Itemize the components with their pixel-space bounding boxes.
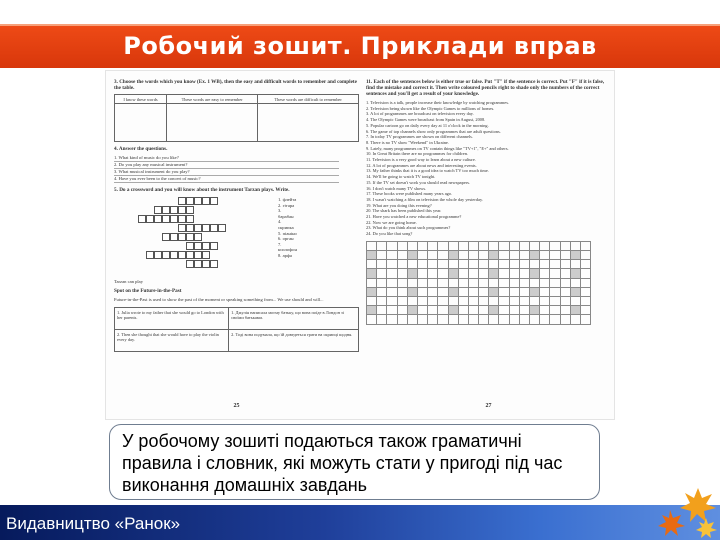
grid-cell	[367, 260, 377, 269]
grid-cell	[509, 297, 519, 306]
grid-cell	[519, 251, 529, 260]
grid-cell	[417, 297, 427, 306]
grid-cell	[570, 278, 580, 287]
grid-cell	[397, 306, 407, 315]
grid-cell	[448, 260, 458, 269]
grid-cell	[407, 278, 417, 287]
grid-cell	[367, 287, 377, 296]
grid-cell	[458, 251, 468, 260]
grid-cell	[377, 287, 387, 296]
grid-cell	[540, 315, 550, 324]
grid-cell	[540, 297, 550, 306]
grid-cell	[519, 306, 529, 315]
grid-cell	[509, 241, 519, 250]
grid-cell	[367, 251, 377, 260]
grid-cell	[367, 306, 377, 315]
grid-cell	[489, 287, 499, 296]
grid-cell	[458, 315, 468, 324]
grid-cell	[438, 269, 448, 278]
grid-cell	[428, 269, 438, 278]
words-table-col-1: I know these words	[115, 95, 167, 104]
words-table-col-3: These words are difficult to remember	[258, 95, 359, 104]
grid-cell	[489, 315, 499, 324]
sentence-list: 1. Television is a talk, people increase their knowledge by watching programmes. 2. Television being shown like the Olympic Games to millions of homes. 3. A lot of programmes are broadcast on television every day. 4. The Olympic Games were broadcast from Spain in August, 2008. 5. Popular cartoon go on daily every day at 11 o'clock in the morning. 6. The game of top channels show only programmes that are adult questions. 7. In today TV programmes are shown on different channels. 8. There is no TV show "Weekend" in Ukraine. 9. Lately, many programmes on TV contain things like "TV+1", "E+" and others. 10. In Great Britain there are no programmes for children. 11. Television is a very good way to learn about a new culture. 12. A lot of programmes are about news and interesting events. 13. My father thinks that it is a good idea to watch TV too much time. 14. We'll be going to watch TV tonight. 15. If the TV set doesn't work you should read newspapers. 16. I don't watch many TV shows. 17. These books were published many years ago. 18. I wasn't watching a film on television the whole day yesterday. 19. What are you doing this evening? 20. The shark has been published this year. 21. Have you watched a new educational programme? 22. Now we are going home. 23. What do you think about such programmes? 24. Do you like that song?	[366, 100, 509, 237]
exercise-5-heading: 5. Do a crossword and you will know about the instrument Tarzan plays. Write.	[114, 187, 290, 193]
grid-cell	[438, 278, 448, 287]
grid-cell	[479, 287, 489, 296]
grid-cell	[417, 287, 427, 296]
grid-cell	[468, 269, 478, 278]
grid-cell	[499, 251, 509, 260]
grid-cell	[428, 251, 438, 260]
grid-cell	[580, 278, 590, 287]
grid-cell	[550, 306, 560, 315]
grid-cell	[367, 297, 377, 306]
grid-cell	[530, 241, 540, 250]
info-box: У робочому зошиті подаються також граматичні правила і словник, які можуть стати у пригоді під час виконання домашніх завдань	[109, 424, 600, 500]
grid-cell	[509, 251, 519, 260]
grid-cell	[377, 251, 387, 260]
grid-cell	[377, 241, 387, 250]
tarzan-line: Tarzan can play	[114, 279, 144, 284]
grid-cell	[367, 269, 377, 278]
grid-cell	[519, 315, 529, 324]
grid-cell	[560, 241, 570, 250]
grid-cell	[468, 287, 478, 296]
grid-cell	[397, 315, 407, 324]
grid-cell	[570, 315, 580, 324]
grid-cell	[397, 251, 407, 260]
grid-cell	[468, 241, 478, 250]
grid-cell	[570, 269, 580, 278]
question-line: 3. What musical instrument do you play?	[114, 169, 339, 176]
grid-cell	[458, 297, 468, 306]
grid-cell	[530, 251, 540, 260]
grid-cell	[377, 278, 387, 287]
page-title: Робочий зошит. Приклади вправ	[123, 32, 597, 60]
grid-cell	[428, 278, 438, 287]
grid-cell	[530, 287, 540, 296]
number-grid	[366, 241, 591, 325]
page-number-right: 27	[485, 403, 492, 409]
grid-cell	[580, 287, 590, 296]
question-line: 1. What kind of music do you like?	[114, 155, 339, 162]
grid-cell	[448, 297, 458, 306]
grid-cell	[550, 241, 560, 250]
grid-cell	[509, 278, 519, 287]
page-number-left: 25	[233, 403, 240, 409]
words-table	[114, 94, 359, 142]
crossword-grid	[128, 197, 297, 275]
grid-cell	[367, 241, 377, 250]
workbook-right-page	[366, 79, 611, 409]
grid-cell	[417, 260, 427, 269]
grid-cell	[519, 260, 529, 269]
grid-cell	[397, 269, 407, 278]
grid-cell	[540, 269, 550, 278]
grid-cell	[417, 269, 427, 278]
grid-cell	[489, 269, 499, 278]
grid-cell	[468, 251, 478, 260]
grid-cell	[530, 306, 540, 315]
grid-cell	[580, 315, 590, 324]
grid-cell	[499, 278, 509, 287]
grid-cell	[509, 260, 519, 269]
grid-cell	[377, 306, 387, 315]
grid-cell	[407, 269, 417, 278]
grid-cell	[489, 278, 499, 287]
grid-cell	[417, 306, 427, 315]
grid-cell	[499, 306, 509, 315]
grid-cell	[550, 260, 560, 269]
grid-cell	[489, 241, 499, 250]
grid-cell	[407, 287, 417, 296]
grid-cell	[580, 297, 590, 306]
grid-cell	[377, 297, 387, 306]
grid-cell	[580, 269, 590, 278]
question-line: 2. Do you play any musical instrument?	[114, 162, 339, 169]
grid-cell	[530, 278, 540, 287]
autumn-leaves-icon	[640, 480, 720, 540]
grid-cell	[448, 315, 458, 324]
grid-cell	[458, 260, 468, 269]
grid-cell	[397, 297, 407, 306]
grid-cell	[530, 315, 540, 324]
grid-cell	[479, 306, 489, 315]
grid-cell	[417, 251, 427, 260]
grid-cell	[428, 297, 438, 306]
exercise-4-heading: 4. Answer the questions.	[114, 146, 168, 152]
grid-cell	[387, 251, 397, 260]
grid-cell	[570, 306, 580, 315]
grid-cell	[367, 315, 377, 324]
grid-cell	[550, 287, 560, 296]
crossword-clues: 1. флейта 2. гітара 3. барабан 4. скрипка 5. піаніно 6. орган 7. ксилофон 8. арфа	[278, 197, 297, 258]
grid-cell	[489, 251, 499, 260]
grid-cell	[479, 241, 489, 250]
grid-cell	[417, 241, 427, 250]
grid-cell	[509, 315, 519, 324]
grid-cell	[560, 287, 570, 296]
grid-cell	[509, 269, 519, 278]
grid-cell	[397, 278, 407, 287]
grid-cell	[387, 278, 397, 287]
grid-cell	[428, 306, 438, 315]
grid-cell	[387, 297, 397, 306]
grid-cell	[540, 251, 550, 260]
grid-cell	[560, 278, 570, 287]
grid-cell	[387, 287, 397, 296]
workbook-left-page	[114, 79, 359, 409]
grid-cell	[377, 315, 387, 324]
grid-cell	[428, 287, 438, 296]
words-table-col-2: These words are easy to remember	[166, 95, 257, 104]
grid-cell	[387, 269, 397, 278]
grid-cell	[468, 260, 478, 269]
grid-cell	[550, 251, 560, 260]
grid-cell	[448, 241, 458, 250]
footer-bar	[0, 505, 720, 540]
grid-cell	[570, 251, 580, 260]
grid-cell	[458, 278, 468, 287]
grid-cell	[438, 306, 448, 315]
grid-cell	[580, 260, 590, 269]
grid-cell	[489, 306, 499, 315]
grid-cell	[448, 251, 458, 260]
grid-cell	[560, 269, 570, 278]
grid-cell	[550, 297, 560, 306]
grid-cell	[397, 241, 407, 250]
grid-cell	[468, 315, 478, 324]
grid-cell	[509, 306, 519, 315]
grid-cell	[519, 278, 529, 287]
grid-cell	[499, 241, 509, 250]
grid-cell	[560, 306, 570, 315]
grid-cell	[428, 241, 438, 250]
grid-cell	[479, 278, 489, 287]
question-line: 4. Have you ever been to the concert of music?	[114, 176, 339, 183]
grid-cell	[519, 287, 529, 296]
grid-cell	[550, 269, 560, 278]
grid-cell	[540, 287, 550, 296]
grid-cell	[448, 269, 458, 278]
grid-cell	[550, 315, 560, 324]
grid-cell	[367, 278, 377, 287]
grid-cell	[458, 287, 468, 296]
grid-cell	[499, 297, 509, 306]
grid-cell	[499, 269, 509, 278]
grid-cell	[387, 241, 397, 250]
grid-cell	[540, 260, 550, 269]
grid-cell	[448, 278, 458, 287]
grid-cell	[530, 297, 540, 306]
grid-cell	[407, 260, 417, 269]
grid-cell	[468, 278, 478, 287]
grid-cell	[499, 287, 509, 296]
grid-cell	[387, 306, 397, 315]
grid-cell	[570, 297, 580, 306]
grid-cell	[489, 297, 499, 306]
grid-cell	[458, 306, 468, 315]
grid-cell	[479, 269, 489, 278]
grid-cell	[397, 260, 407, 269]
grid-cell	[448, 306, 458, 315]
grid-cell	[448, 287, 458, 296]
grid-cell	[540, 306, 550, 315]
grid-cell	[407, 297, 417, 306]
grid-cell	[458, 241, 468, 250]
grid-cell	[540, 278, 550, 287]
grid-cell	[489, 260, 499, 269]
grid-cell	[519, 269, 529, 278]
grid-cell	[438, 297, 448, 306]
grid-cell	[458, 269, 468, 278]
grid-cell	[479, 297, 489, 306]
grid-cell	[417, 278, 427, 287]
spot-text: Future-in-the-Past is used to show the past of the moment or speaking something from... We use should and will...	[114, 297, 324, 303]
grid-cell	[479, 251, 489, 260]
grid-cell	[438, 251, 448, 260]
grid-cell	[417, 315, 427, 324]
grid-cell	[438, 241, 448, 250]
spot-heading: Spot on the Future-in-the-Past	[114, 288, 182, 295]
grid-cell	[438, 315, 448, 324]
grid-cell	[519, 241, 529, 250]
grid-cell	[438, 287, 448, 296]
grid-cell	[428, 260, 438, 269]
exercise-3-heading: 3. Choose the words which you know (Ex. 1 WB), then the easy and difficult words to remember and complete the table.	[114, 79, 357, 91]
grid-cell	[499, 260, 509, 269]
grid-cell	[479, 260, 489, 269]
grid-cell	[377, 260, 387, 269]
grid-cell	[530, 260, 540, 269]
grid-cell	[407, 251, 417, 260]
grid-cell	[519, 297, 529, 306]
grid-cell	[570, 260, 580, 269]
grid-cell	[407, 241, 417, 250]
grid-cell	[570, 241, 580, 250]
grid-cell	[377, 269, 387, 278]
grid-cell	[387, 260, 397, 269]
grid-cell	[560, 251, 570, 260]
grid-cell	[468, 297, 478, 306]
grammar-table: 1. Julia wrote to my father that she would go to London with her parents. 1. Джулія написала моєму батьку, що вона поїде в Лондон зі своїми батьками. 2. Then she thought that she would have to play the violin every day. 2. Тоді вона подумала, що їй доведеться грати на скрипці щодня.	[114, 307, 359, 352]
grid-cell	[468, 306, 478, 315]
grid-cell	[580, 306, 590, 315]
title-bar	[0, 24, 720, 68]
grid-cell	[560, 315, 570, 324]
grid-cell	[560, 260, 570, 269]
grid-cell	[580, 251, 590, 260]
grid-cell	[530, 269, 540, 278]
grid-cell	[397, 287, 407, 296]
grid-cell	[499, 315, 509, 324]
publisher-label: Видавництво «Ранок»	[6, 514, 181, 533]
workbook-image	[105, 70, 615, 420]
grid-cell	[509, 287, 519, 296]
exercise-11-heading: 11. Each of the sentences below is either true or false. Put "T" if the sentence is correct. Put "F" if it is false, find the mistake and correct it. Then write coloured pencils right to shade only the numbers of the correct sentences and you'll get a result of your knowledge.	[366, 79, 605, 97]
grid-cell	[580, 241, 590, 250]
grid-cell	[550, 278, 560, 287]
grid-cell	[479, 315, 489, 324]
grid-cell	[438, 260, 448, 269]
grid-cell	[387, 315, 397, 324]
grid-cell	[407, 315, 417, 324]
grid-cell	[428, 315, 438, 324]
grid-cell	[540, 241, 550, 250]
grid-cell	[407, 306, 417, 315]
grid-cell	[570, 287, 580, 296]
grid-cell	[560, 297, 570, 306]
